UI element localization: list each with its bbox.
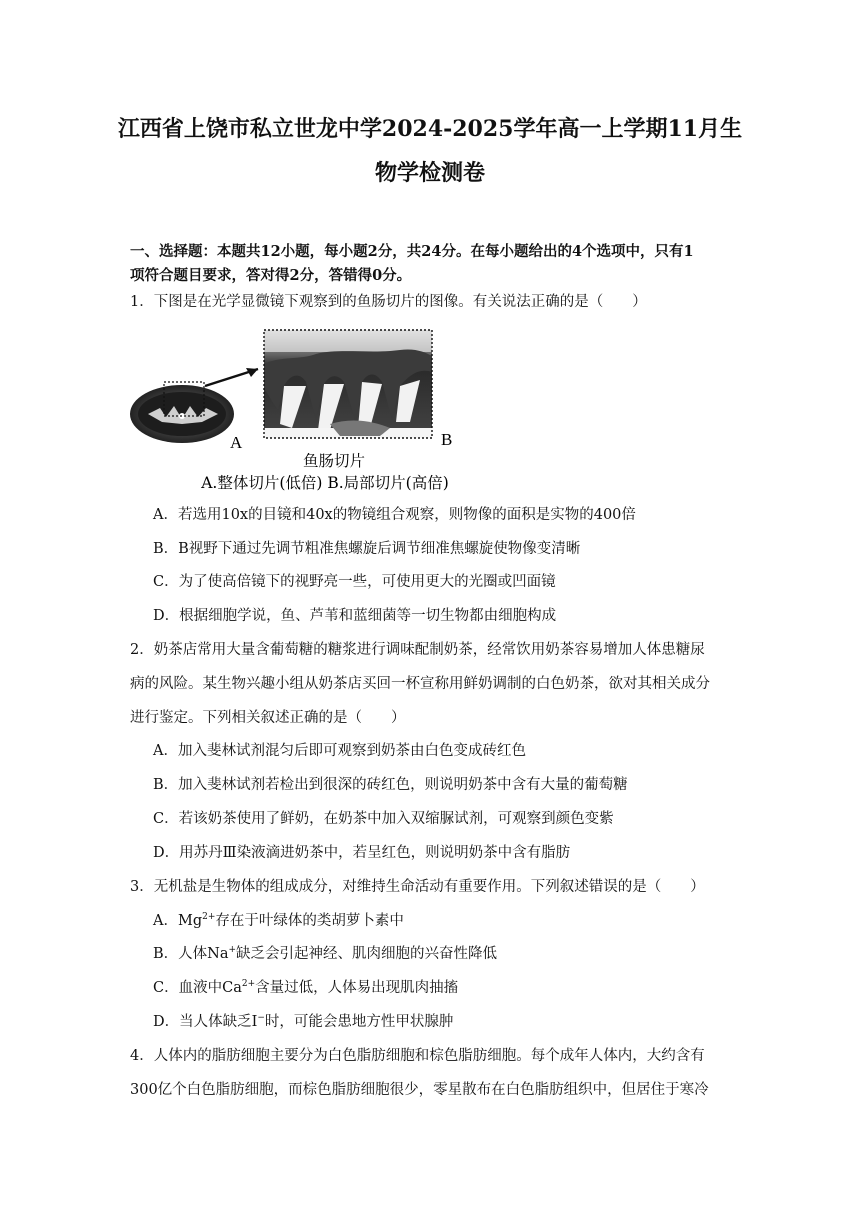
label-a: A [230, 433, 243, 452]
magnified-section-image [264, 330, 432, 438]
question-2-option-a: A．加入斐林试剂混匀后即可观察到奶茶由白色变成砖红色 [153, 743, 526, 759]
question-3-option-c: C．血液中$Ca^{2+}$含量过低，人体易出现肌肉抽搐 [153, 979, 459, 996]
question-2-option-c: C．若该奶茶使用了鲜奶，在奶茶中加入双缩脲试剂，可观察到颜色变紫 [153, 811, 614, 827]
document-title-line-2: 物学检测卷 [374, 160, 485, 186]
section-heading-line-2: 项符合题目要求，答对得2分，答错得0分。 [130, 267, 412, 284]
question-1-option-d: D．根据细胞学说，鱼、芦苇和蓝细菌等一切生物都由细胞构成 [153, 608, 557, 624]
section-heading-line-1: 一、选择题：本题共12小题，每小题2分，共24分。在每小题给出的4个选项中，只有1 [130, 243, 694, 260]
question-2-stem-line-2: 病的风险。某生物兴趣小组从奶茶店买回一杯宣称用鲜奶调制的白色奶茶，欲对其相关成分 [130, 676, 710, 692]
figure-caption: 鱼肠切片 [302, 452, 366, 470]
question-3-option-a: A．$Mg^{2+}$存在于叶绿体的类胡萝卜素中 [153, 912, 404, 929]
question-4-stem-line-2: 300亿个白色脂肪细胞，而棕色脂肪细胞很少，零星散布在白色脂肪组织中，但居住于寒冷 [130, 1082, 709, 1098]
question-1-option-a: A．若选用10x的目镜和40x的物镜组合观察，则物像的面积是实物的400倍 [153, 507, 636, 523]
document-title-line-1: 江西省上饶市私立世龙中学2024-2025学年高一上学期11月生 [117, 116, 743, 142]
question-1-option-b: B．B视野下通过先调节粗准焦螺旋后调节细准焦螺旋使物像变清晰 [153, 541, 581, 557]
question-3-stem: 3．无机盐是生物体的组成成分，对维持生命活动有重要作用。下列叙述错误的是（ ） [130, 879, 705, 895]
question-4-stem-line-1: 4．人体内的脂肪细胞主要分为白色脂肪细胞和棕色脂肪细胞。每个成年人体内，大约含有 [130, 1048, 705, 1064]
fish-intestine-figure [130, 324, 470, 496]
question-1-option-c: C．为了使高倍镜下的视野亮一些，可使用更大的光圈或凹面镜 [153, 574, 556, 590]
question-2-stem-line-3: 进行鉴定。下列相关叙述正确的是（ ） [130, 710, 406, 726]
label-b: B [441, 430, 453, 449]
question-3-option-d: D．当人体缺乏I−时，可能会患地方性甲状腺肿 [153, 1013, 454, 1030]
figure-subcaption: A.整体切片(低倍) B.局部切片(高倍) [201, 474, 449, 492]
question-2-option-d: D．用苏丹Ⅲ染液滴进奶茶中，若呈红色，则说明奶茶中含有脂肪 [153, 845, 571, 861]
question-3-option-b: B．人体Na+缺乏会引起神经、肌肉细胞的兴奋性降低 [153, 945, 498, 962]
question-2-stem-line-1: 2．奶茶店常用大量含葡萄糖的糖浆进行调味配制奶茶，经常饮用奶茶容易增加人体患糖尿 [130, 642, 705, 658]
whole-section-image [130, 385, 234, 443]
question-1-stem: 1．下图是在光学显微镜下观察到的鱼肠切片的图像。有关说法正确的是（ ） [130, 294, 647, 310]
question-2-option-b: B．加入斐林试剂若检出到很深的砖红色，则说明奶茶中含有大量的葡萄糖 [153, 777, 628, 793]
